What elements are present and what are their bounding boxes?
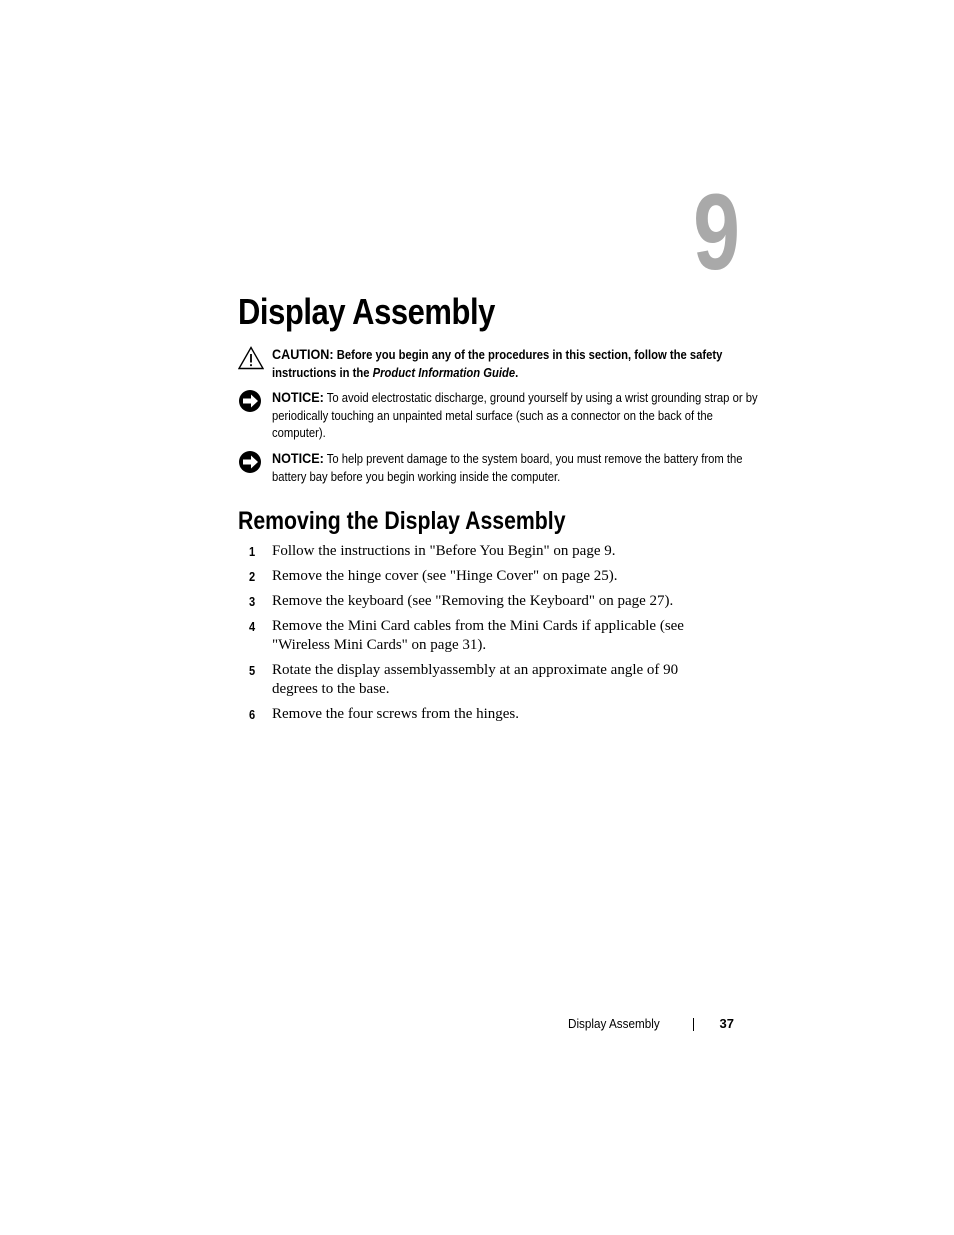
- step-number: 3: [249, 594, 256, 609]
- notice-battery-text: [272, 450, 743, 486]
- step-number: 4: [249, 619, 256, 634]
- procedure-step: [238, 542, 738, 561]
- procedure-step: [238, 661, 738, 699]
- caution-body-end: .: [515, 365, 519, 380]
- notice-arrow-icon: [238, 450, 264, 474]
- notice-arrow-icon: [238, 389, 264, 413]
- caution-label: CAUTION:: [272, 346, 334, 362]
- step-number: 1: [249, 544, 256, 559]
- chapter-title: Display Assembly: [238, 291, 495, 332]
- caution-text: [272, 346, 723, 382]
- step-number: 6: [249, 707, 256, 722]
- notice-label: NOTICE:: [272, 389, 324, 405]
- footer-separator: [693, 1018, 694, 1031]
- notice-electrostatic-body: To avoid electrostatic discharge, ground yourself by using a wrist grounding strap or by periodically touching an unpainted metal surface (such as a connector on the back of the computer).: [272, 391, 758, 440]
- product-information-guide-title: Product Information Guide: [372, 365, 516, 380]
- procedure-step: [238, 567, 738, 586]
- footer-title: Display Assembly: [568, 1016, 660, 1031]
- section-title: Removing the Display Assembly: [238, 507, 566, 535]
- page-footer: [540, 1015, 736, 1035]
- step-number: 2: [249, 569, 256, 584]
- chapter-number: 9: [693, 171, 740, 292]
- procedure-step: [238, 617, 738, 655]
- step-text: Remove the keyboard (see "Removing the Keyboard" on page 27).: [272, 593, 674, 609]
- caution-body: Before you begin any of the procedures in this section, follow the safety instructions in the: [272, 348, 723, 380]
- step-text: Follow the instructions in "Before You Begin" on page 9.: [272, 543, 616, 559]
- step-text: Remove the hinge cover (see "Hinge Cover" on page 25).: [272, 568, 618, 584]
- procedure-step: [238, 592, 738, 611]
- notice-electrostatic-text: [272, 389, 758, 443]
- step-number: 5: [249, 663, 256, 678]
- step-text: Remove the Mini Card cables from the Mini Cards if applicable (see "Wireless Mini Cards" on page 31).: [272, 618, 684, 653]
- page-number: 37: [719, 1016, 734, 1031]
- notice-battery-body: To help prevent damage to the system board, you must remove the battery from the battery bay before you begin working inside the computer.: [272, 452, 743, 484]
- step-text: Remove the four screws from the hinges.: [272, 706, 520, 722]
- warning-triangle-icon: [238, 346, 264, 370]
- step-text: Rotate the display assemblyassembly at an approximate angle of 90 degrees to the base.: [272, 662, 679, 697]
- procedure-step: [238, 705, 738, 724]
- notice-label: NOTICE:: [272, 450, 324, 466]
- procedure-steps: [238, 542, 738, 730]
